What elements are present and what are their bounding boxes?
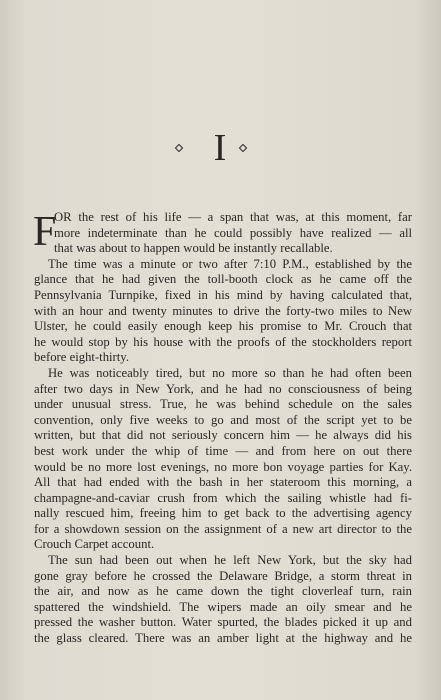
text-line: pressed the washer button. Water spurted, the blades picked it up and [34,615,412,630]
text-line: convention, only five weeks to go and most of the script yet to be [34,412,412,427]
text-line: after two days in New York, and he had no consciousness of being [34,381,412,396]
text-line: that was about to happen would be instantly recallable. [54,241,333,256]
text-line: more indeterminate than he could possibly have realized — all [54,225,412,240]
text-line: He was noticeably tired, but no more so than he had often been [48,365,412,380]
chapter-number: I [213,127,228,169]
text-line: glance that he had given the toll-booth clock as he came off the [34,272,412,287]
text-line: for a showdown session on the assignment of a new art director to the [34,521,412,536]
text-line: under unusual stress. True, he was behind schedule on the sales [34,397,412,412]
text-line: written, but that did not seriously concern him — he always did his [34,428,412,443]
text-line: gone gray before he crossed the Delaware Bridge, a storm threat in [34,568,412,583]
chapter-text [34,210,412,647]
text-line: All that had ended with the bash in her stateroom this morning, a [34,475,412,490]
text-line: nally rescued him, freeing him to get back to the advertising agency [34,506,412,521]
text-line: he would stop by his house with the proofs of the stockholders report [34,334,412,349]
text-line: Ulster, he could easily enough keep his promise to Mr. Crouch that [34,319,412,334]
text-line: best work under the whip of time — and from here on out there [34,443,412,458]
text-line: OR the rest of his life — a span that was, at this moment, far [54,210,412,224]
drop-cap: F [33,209,57,255]
chapter-heading [0,128,441,168]
text-line: spattered the windshield. The wipers made an oily smear and he [34,599,412,614]
text-line: before eight-thirty. [34,350,130,365]
text-line: would be no more lost evenings, no more bon voyage parties for Kay. [34,459,412,474]
text-line: the glass cleared. There was an amber light at the highway and he [34,631,412,646]
text-line: with an hour and twenty minutes to drive the forty-two miles to New [34,303,412,318]
text-line: the air, and now as he came down the tight cloverleaf turn, rain [34,584,412,599]
text-line: The sun had been out when he left New York, but the sky had [48,553,412,568]
text-line: Crouch Carpet account. [34,537,155,552]
text-line: champagne-and-caviar crush from which the sailing whistle had fi- [34,490,412,505]
text-line: The time was a minute or two after 7:10 P.M., established by the [48,256,412,271]
text-line: Pennsylvania Turnpike, fixed in his mind by having calculated that, [34,287,412,302]
